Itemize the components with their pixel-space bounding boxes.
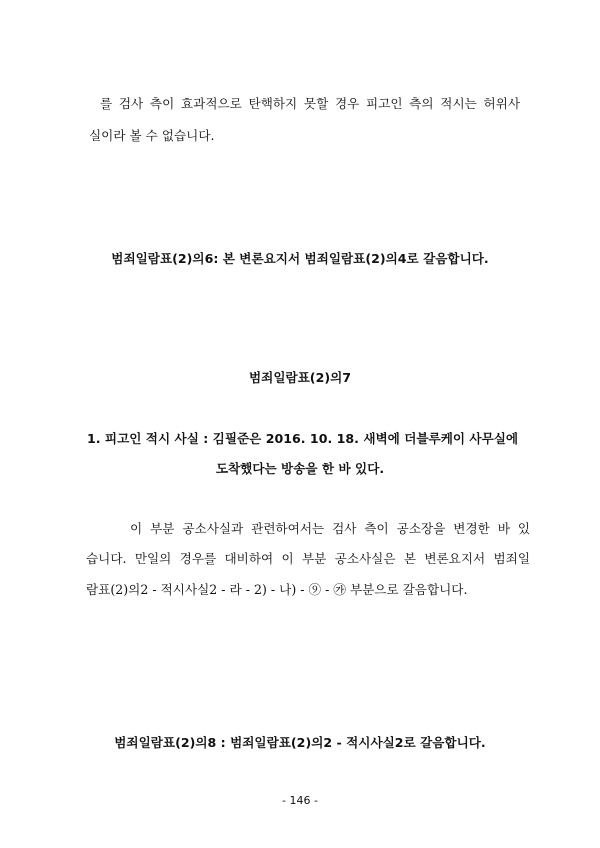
paragraph-1-line-2: 실이라 볼 수 없습니다. [89,128,215,143]
paragraph-2-line-3: 람표(2)의2 - 적시사실2 - 라 - 2) - 나) - ⑨ - ㉮ 부분으로 갈음합니다. [86,582,468,597]
heading-crime-table-2-6: 범죄일람표(2)의6: 본 변론요지서 범죄일람표(2)의4로 갈음합니다. [111,251,489,266]
item-1-line-2: 도착했다는 방송을 한 바 있다. [215,461,385,476]
heading-crime-table-2-8: 범죄일람표(2)의8 : 범죄일람표(2)의2 - 적시사실2로 갈음합니다. [114,735,486,750]
heading-crime-table-2-7: 범죄일람표(2)의7 [248,370,352,385]
item-1-line-1: 1. 피고인 적시 사실 : 김필준은 2016. 10. 18. 새벽에 더블루케이 사무실에 [87,431,519,446]
paragraph-2-line-1: 이 부분 공소사실과 관련하여서는 검사 측이 공소장을 변경한 바 있 [130,521,530,536]
paragraph-1-line-1: 를 검사 측이 효과적으로 탄핵하지 못할 경우 피고인 측의 적시는 허위사 [100,96,520,111]
paragraph-2-line-2: 습니다. 만일의 경우를 대비하여 이 부분 공소사실은 본 변론요지서 범죄일 [86,551,530,566]
page-number: - 146 - [282,794,318,807]
